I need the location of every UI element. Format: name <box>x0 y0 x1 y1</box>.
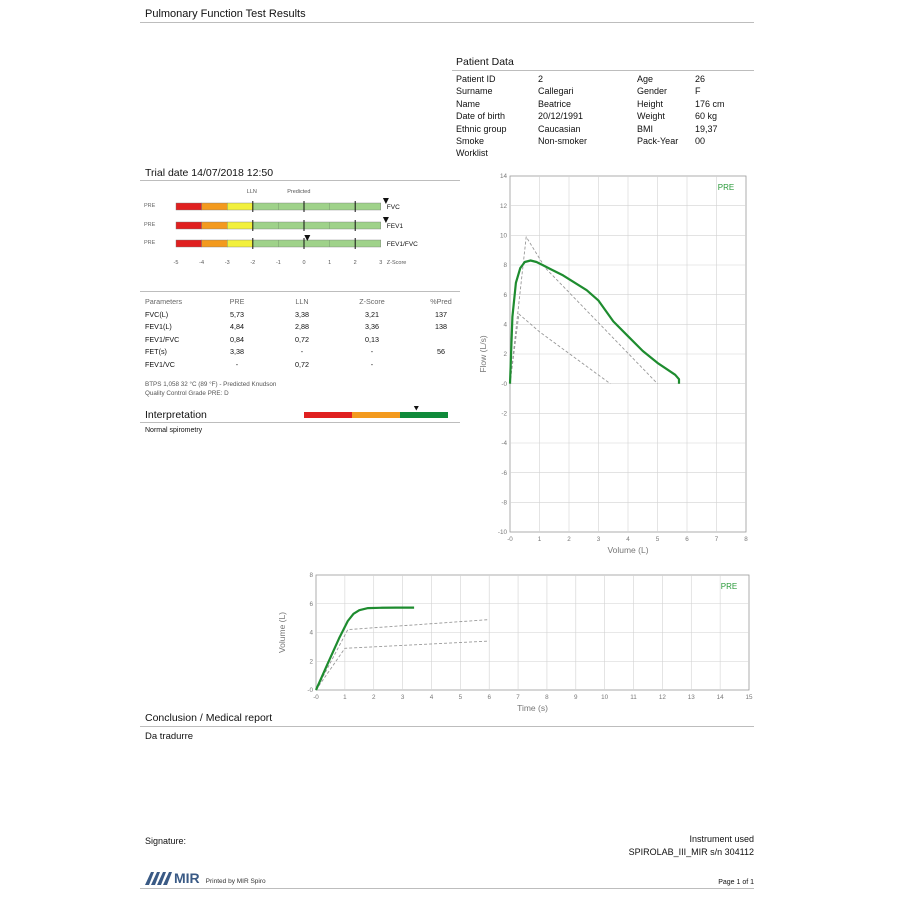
zscore-tick: -4 <box>199 260 205 266</box>
lln-label: LLN <box>246 189 257 195</box>
zscore-band <box>176 240 202 247</box>
title-divider <box>140 22 754 23</box>
zscore-tick: -5 <box>173 260 179 266</box>
bar-prefix: PRE <box>144 240 156 246</box>
patient-label: Gender <box>637 86 668 97</box>
pre-annotation: PRE <box>720 582 738 591</box>
y-tick-label: -8 <box>501 499 507 507</box>
x-tick-label: 15 <box>745 694 753 701</box>
table-cell: 138 <box>435 322 447 332</box>
bar-name: FEV1 <box>386 223 404 230</box>
zscore-tick: -3 <box>224 260 230 266</box>
patient-row <box>637 135 725 147</box>
x-tick-label: -0 <box>313 694 319 701</box>
parameters-header-cell: LLN <box>295 296 309 306</box>
instrument-label: Instrument used <box>689 834 754 844</box>
y-tick-label: 12 <box>499 202 507 210</box>
patient-value: Callegari <box>538 86 574 97</box>
zscore-tick: -1 <box>275 260 281 266</box>
table-cell: FET(s) <box>145 347 167 357</box>
table-cell: 3,38 <box>295 309 309 319</box>
conclusion-text: Da tradurre <box>145 731 194 742</box>
x-tick-label: 7 <box>516 694 520 701</box>
x-tick-label: 1 <box>343 694 347 701</box>
y-tick-label: 2 <box>503 351 507 359</box>
y-tick-label: -10 <box>497 529 507 537</box>
x-axis-label: Volume (L) <box>607 545 649 555</box>
x-tick-label: 9 <box>574 694 578 701</box>
zscore-band <box>227 240 253 247</box>
table-cell: 4,84 <box>230 322 244 332</box>
patient-label: BMI <box>637 123 654 134</box>
x-tick-label: 4 <box>626 536 630 543</box>
x-tick-label: 8 <box>545 694 549 701</box>
parameters-table <box>145 294 475 371</box>
y-tick-label: 8 <box>309 572 313 580</box>
x-tick-label: 7 <box>714 536 719 543</box>
table-cell: 0,84 <box>230 334 244 344</box>
volume-time-chart <box>270 568 758 724</box>
table-cell <box>407 358 475 371</box>
quality-note: Quality Control Grade PRE: D <box>145 390 229 397</box>
parameters-header-cell: Parameters <box>145 296 183 306</box>
y-tick-label: 8 <box>503 262 507 270</box>
mir-logo-text: MIR <box>174 870 200 886</box>
mir-logo-icon <box>145 872 173 885</box>
patient-value: Non-smoker <box>538 136 588 147</box>
y-tick-label: 14 <box>499 173 507 181</box>
table-cell: - <box>370 359 374 369</box>
y-tick-label: 6 <box>503 291 507 299</box>
patient-row <box>637 85 725 97</box>
patient-label: Surname <box>456 86 493 97</box>
table-cell: 3,21 <box>365 309 379 319</box>
table-cell: - <box>300 347 304 357</box>
interpretation-heading: Interpretation <box>145 409 207 421</box>
patient-row <box>637 98 725 110</box>
series-measured <box>510 261 679 384</box>
table-cell: 0,72 <box>295 359 309 369</box>
trial-date-heading: Trial date 14/07/2018 12:50 <box>145 167 274 179</box>
patient-label: Height <box>637 98 664 109</box>
bar-prefix: PRE <box>144 222 156 228</box>
parameters-header-cell: %Pred <box>430 296 452 306</box>
params-divider <box>140 291 460 292</box>
flow-volume-chart <box>478 166 758 572</box>
y-tick-label: -0 <box>307 687 313 695</box>
y-axis-label: Flow (L/s) <box>478 335 488 373</box>
table-cell: 5,73 <box>230 309 244 319</box>
parameters-header-row <box>145 294 475 308</box>
patient-row <box>456 73 587 85</box>
patient-value: F <box>695 86 701 97</box>
conclusion-heading: Conclusion / Medical report <box>145 712 273 724</box>
page-number: Page 1 of 1 <box>718 879 754 886</box>
y-axis-label: Volume (L) <box>277 611 287 654</box>
patient-value: 2 <box>538 74 544 84</box>
bar-name: FEV1/FVC <box>386 241 418 248</box>
patient-row <box>456 98 587 110</box>
zscore-band <box>227 222 253 229</box>
patient-data-right <box>637 73 725 147</box>
y-tick-label: -6 <box>501 469 507 477</box>
table-row <box>145 333 475 346</box>
zscore-band <box>227 203 253 210</box>
patient-value: 26 <box>695 74 706 84</box>
x-tick-label: 1 <box>537 536 542 543</box>
table-cell <box>407 333 475 346</box>
table-cell: 2,88 <box>295 322 309 332</box>
patient-value: 20/12/1991 <box>538 111 584 122</box>
table-cell: FEV1/FVC <box>145 334 180 344</box>
x-tick-label: 6 <box>685 536 689 543</box>
zscore-bars <box>140 184 460 272</box>
x-tick-label: 10 <box>601 694 609 701</box>
y-tick-label: -0 <box>501 380 507 388</box>
zscore-band <box>202 203 228 210</box>
y-tick-label: -2 <box>501 410 507 418</box>
patient-label: Worklist <box>456 148 488 159</box>
patient-row <box>456 135 587 147</box>
interpretation-bar <box>300 404 452 420</box>
patient-value: 19,37 <box>695 123 718 134</box>
patient-label: Name <box>456 98 481 109</box>
signature-label: Signature: <box>145 836 187 846</box>
table-row <box>145 321 475 334</box>
x-tick-label: 2 <box>567 536 571 543</box>
pre-annotation: PRE <box>717 183 735 192</box>
patient-label: Patient ID <box>456 74 496 84</box>
y-tick-label: 2 <box>309 658 313 666</box>
x-tick-label: 2 <box>371 694 376 701</box>
table-row <box>145 308 475 321</box>
table-cell: - <box>370 347 374 357</box>
patient-data-left <box>456 73 587 160</box>
table-cell: 137 <box>435 309 447 319</box>
y-tick-label: 10 <box>499 232 507 240</box>
x-tick-label: 12 <box>658 694 666 701</box>
parameters-header-cell: Z-Score <box>359 296 385 306</box>
conclusion-divider <box>140 726 754 727</box>
table-cell: 0,13 <box>365 334 379 344</box>
series-predicted <box>510 237 658 384</box>
interpretation-divider <box>140 422 460 423</box>
table-cell: FEV1(L) <box>145 322 172 332</box>
x-tick-label: -0 <box>507 536 513 543</box>
interp-indicator <box>414 406 419 411</box>
table-cell: 56 <box>437 347 445 357</box>
patient-divider <box>452 70 754 71</box>
parameters-header-cell: PRE <box>229 296 245 306</box>
patient-label: Ethnic group <box>456 123 507 134</box>
patient-value: 00 <box>695 136 706 147</box>
y-tick-label: 4 <box>309 629 313 637</box>
x-tick-label: 5 <box>458 694 463 701</box>
zscore-band <box>176 222 202 229</box>
bar-prefix: PRE <box>144 203 156 209</box>
zscore-tick: 0 <box>302 260 306 266</box>
bar-name: FVC <box>386 204 400 211</box>
patient-row <box>456 85 587 97</box>
printed-by: Printed by MIR Spiro <box>205 878 266 885</box>
patient-row <box>637 123 725 135</box>
patient-row <box>456 147 587 159</box>
zscore-band <box>176 203 202 210</box>
interp-band-red <box>304 412 352 418</box>
table-cell: 0,72 <box>295 334 309 344</box>
zscore-band <box>202 240 228 247</box>
series-measured <box>316 608 414 690</box>
zscore-band <box>253 240 381 247</box>
x-tick-label: 3 <box>400 694 405 701</box>
y-tick-label: 4 <box>503 321 507 329</box>
instrument-value: SPIROLAB_III_MIR s/n 304112 <box>628 847 754 857</box>
zscore-band <box>253 222 381 229</box>
patient-label: Pack-Year <box>637 136 679 147</box>
table-cell: 3,38 <box>230 347 244 357</box>
zscore-tick: 3 <box>379 260 383 266</box>
patient-row <box>456 110 587 122</box>
patient-value: Beatrice <box>538 98 572 109</box>
table-row <box>145 346 475 359</box>
patient-label: Smoke <box>456 136 485 147</box>
table-cell: - <box>235 359 239 369</box>
patient-row <box>637 73 725 85</box>
table-cell: FEV1/VC <box>145 359 175 369</box>
zscore-band <box>253 203 381 210</box>
table-cell: FVC(L) <box>145 309 169 319</box>
patient-data-heading: Patient Data <box>456 56 514 68</box>
predicted-label: Predicted <box>287 189 311 195</box>
trial-divider <box>140 180 460 181</box>
patient-row <box>637 110 725 122</box>
footer-divider <box>140 888 754 889</box>
x-tick-label: 5 <box>655 536 660 543</box>
zscore-tick: 1 <box>328 260 332 266</box>
btps-note: BTPS 1,058 32 °C (89 °F) - Predicted Knudson <box>145 381 277 388</box>
x-tick-label: 6 <box>487 694 491 701</box>
interp-band-orange <box>352 412 400 418</box>
patient-value: Caucasian <box>538 123 581 134</box>
zscore-axis-label: Z-Score <box>386 260 407 266</box>
patient-value: 60 kg <box>695 111 718 122</box>
patient-value: 176 cm <box>695 98 725 109</box>
zscore-tick: 2 <box>353 260 357 266</box>
zscore-band <box>202 222 228 229</box>
x-axis-label: Time (s) <box>517 703 548 713</box>
x-tick-label: 13 <box>687 694 695 701</box>
patient-row <box>456 123 587 135</box>
patient-label: Date of birth <box>456 111 506 122</box>
patient-label: Weight <box>637 111 665 122</box>
x-tick-label: 14 <box>716 694 724 701</box>
x-tick-label: 3 <box>596 536 601 543</box>
y-tick-label: -4 <box>501 440 507 448</box>
patient-label: Age <box>637 74 654 84</box>
x-tick-label: 11 <box>630 694 637 701</box>
x-tick-label: 4 <box>429 694 434 701</box>
zscore-tick: -2 <box>250 260 256 266</box>
interpretation-text: Normal spirometry <box>145 427 203 434</box>
interp-band-green <box>400 412 448 418</box>
table-row <box>145 358 475 371</box>
y-tick-label: 6 <box>309 600 313 608</box>
report-title: Pulmonary Function Test Results <box>145 8 306 20</box>
table-cell: 3,36 <box>365 322 379 332</box>
x-tick-label: 8 <box>744 536 748 543</box>
mir-logo <box>145 872 266 885</box>
